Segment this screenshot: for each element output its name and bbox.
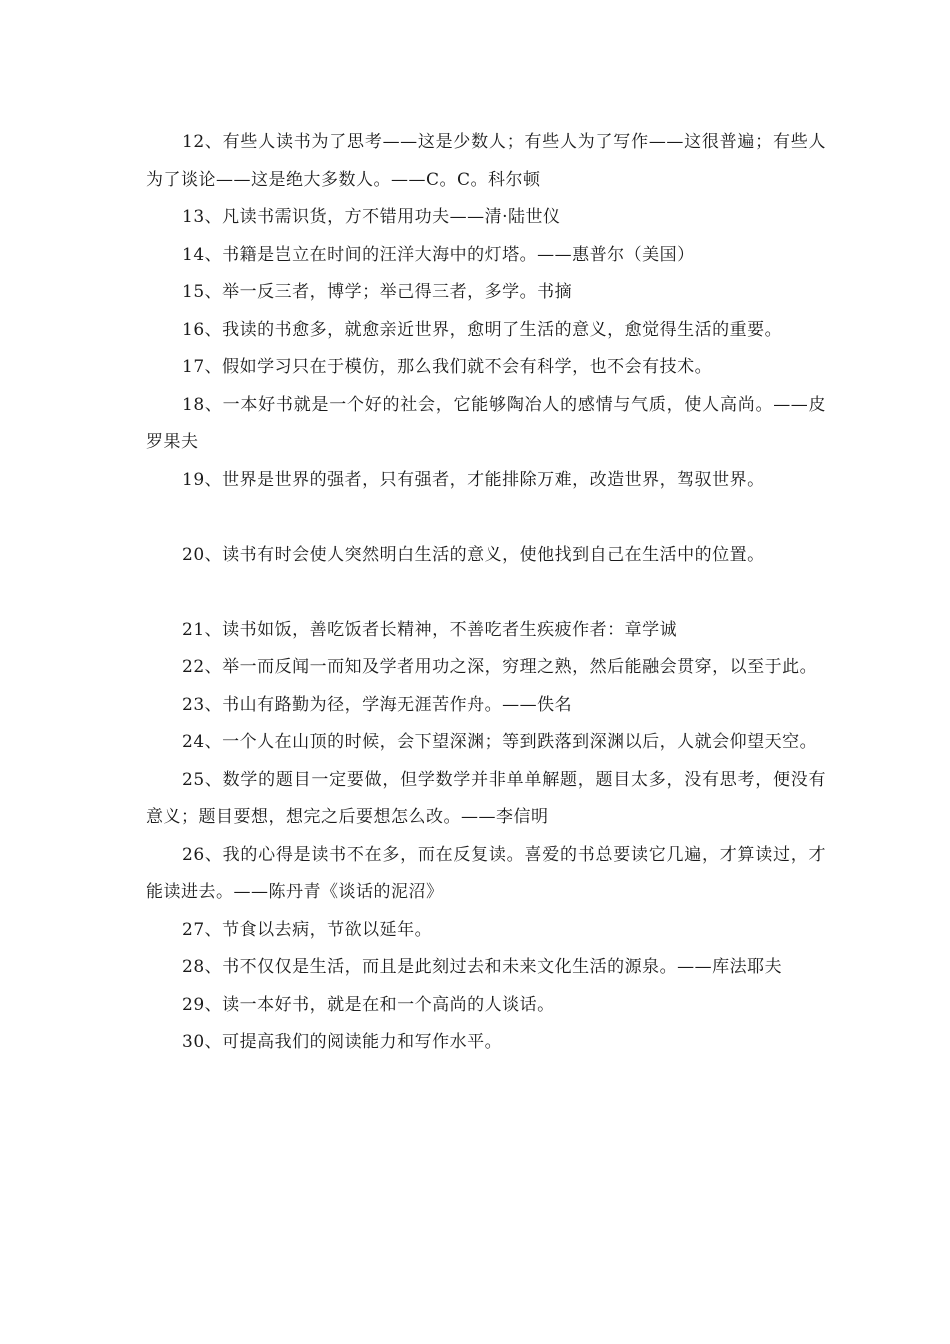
quote-paragraph-20: 20、读书有时会使人突然明白生活的意义，使他找到自己在生活中的位置。: [182, 544, 765, 565]
quote-paragraph-18: 18、一本好书就是一个好的社会，它能够陶冶人的感情与气质，使人高尚。——皮罗果夫: [146, 394, 826, 452]
blank-line: [146, 499, 826, 537]
quote-paragraph-21: 21、读书如饭，善吃饭者长精神，不善吃者生疾疲作者：章学诚: [182, 619, 678, 640]
quote-paragraph-26: 26、我的心得是读书不在多，而在反复读。喜爱的书总要读它几遍，才算读过，才能读进去。——陈丹青《谈话的泥沼》: [146, 844, 826, 902]
quote-paragraph-29: 29、读一本好书，就是在和一个高尚的人谈话。: [182, 994, 555, 1015]
quote-paragraph-14: 14、书籍是岂立在时间的汪洋大海中的灯塔。——惠普尔（美国）: [182, 244, 695, 265]
quote-paragraph-17: 17、假如学习只在于模仿，那么我们就不会有科学，也不会有技术。: [182, 357, 713, 377]
quote-paragraph-13: 13、凡读书需识货，方不错用功夫——清·陆世仪: [182, 207, 561, 227]
quote-paragraph-12: 12、有些人读书为了思考——这是少数人；有些人为了写作——这很普遍；有些人为了谈论——这是绝大多数人。——C。C。科尔顿: [146, 132, 826, 190]
quote-paragraph-23: 23、书山有路勤为径，学海无涯苦作舟。——佚名: [182, 694, 573, 715]
quote-paragraph-28: 28、书不仅仅是生活，而且是此刻过去和未来文化生活的源泉。——库法耶夫: [182, 957, 783, 977]
quote-paragraph-16: 16、我读的书愈多，就愈亲近世界，愈明了生活的意义，愈觉得生活的重要。: [182, 319, 783, 340]
quote-paragraph-15: 15、举一反三者，博学；举己得三者，多学。书摘: [182, 282, 573, 302]
quote-paragraph-27: 27、节食以去病，节欲以延年。: [182, 919, 433, 940]
quote-paragraph-24: 24、一个人在山顶的时候，会下望深渊；等到跌落到深渊以后，人就会仰望天空。: [182, 732, 818, 752]
quote-paragraph-19: 19、世界是世界的强者，只有强者，才能排除万难，改造世界，驾驭世界。: [182, 469, 765, 490]
document-body: [146, 124, 826, 1062]
blank-line: [146, 574, 826, 612]
quote-paragraph-30: 30、可提高我们的阅读能力和写作水平。: [182, 1032, 503, 1052]
quote-paragraph-25: 25、数学的题目一定要做，但学数学并非单单解题，题目太多，没有思考，便没有意义；题目要想，想完之后要想怎么改。——李信明: [146, 769, 826, 827]
quote-paragraph-22: 22、举一而反闻一而知及学者用功之深，穷理之熟，然后能融会贯穿，以至于此。: [182, 657, 818, 677]
